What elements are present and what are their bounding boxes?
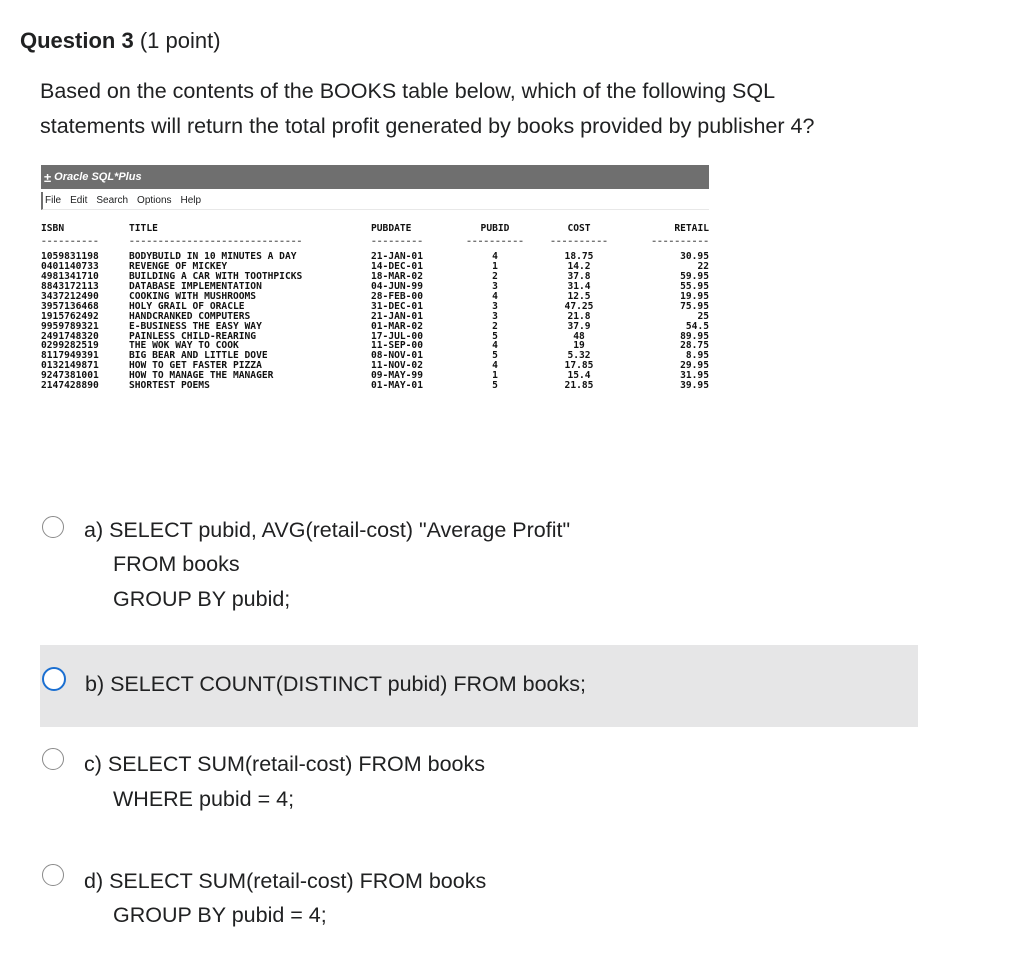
cell-pubid: 3 <box>492 300 498 312</box>
cell-pubdate: 31-DEC-01 <box>371 300 423 312</box>
option-d-line-2: GROUP BY pubid = 4; <box>113 903 327 927</box>
cell-pubdate: 21-JAN-01 <box>371 251 423 262</box>
cell-retail: 59.95 <box>680 270 709 282</box>
cell-pubdate: 18-MAR-02 <box>371 270 423 282</box>
cell-title: REVENGE OF MICKEY <box>129 260 228 272</box>
plus-minus-icon: ± <box>44 169 52 185</box>
radio-c[interactable] <box>42 748 64 770</box>
cell-isbn: 4981341710 <box>41 270 99 282</box>
col-retail: RETAIL <box>674 223 709 234</box>
cell-isbn: 0401140733 <box>41 260 99 272</box>
books-table <box>41 222 709 391</box>
cell-title: SHORTEST POEMS <box>129 380 210 392</box>
cell-pubid: 3 <box>492 280 498 292</box>
radio-d[interactable] <box>42 864 64 886</box>
option-a-line-1: a) SELECT pubid, AVG(retail-cost) "Average Profit" <box>84 518 571 542</box>
cell-title: COOKING WITH MUSHROOMS <box>129 290 257 302</box>
col-pubid: PUBID <box>480 223 510 234</box>
divider: ---------- <box>651 236 709 247</box>
cell-retail: 31.95 <box>680 370 709 382</box>
cell-pubdate: 01-MAR-02 <box>371 320 423 332</box>
cell-pubid: 4 <box>492 290 498 302</box>
cell-pubdate: 11-SEP-00 <box>371 340 423 352</box>
cell-pubdate: 04-JUN-99 <box>371 280 423 292</box>
cell-retail: 29.95 <box>680 360 709 372</box>
cell-pubid: 1 <box>492 260 498 272</box>
option-b[interactable] <box>40 645 918 727</box>
cell-isbn: 3437212490 <box>41 290 99 302</box>
cell-retail: 28.75 <box>680 340 709 352</box>
cell-retail: 75.95 <box>680 300 709 312</box>
cell-pubid: 4 <box>492 360 498 372</box>
table-row <box>41 381 709 391</box>
cell-title: THE WOK WAY TO COOK <box>129 340 239 352</box>
cell-retail: 54.5 <box>685 320 709 332</box>
cell-retail: 30.95 <box>680 251 709 262</box>
cell-isbn: 0299282519 <box>41 340 99 352</box>
cell-cost: 21.85 <box>564 380 594 392</box>
cell-retail: 19.95 <box>680 290 709 302</box>
cell-isbn: 9247381001 <box>41 370 99 382</box>
cell-isbn: 2491748320 <box>41 330 99 342</box>
cell-title: HOLY GRAIL OF ORACLE <box>129 300 245 312</box>
cell-pubid: 5 <box>492 330 498 342</box>
cell-cost: 12.5 <box>567 290 591 302</box>
cell-pubdate: 09-MAY-99 <box>371 370 423 382</box>
cell-cost: 47.25 <box>564 300 594 312</box>
cell-title: HOW TO GET FASTER PIZZA <box>129 360 262 372</box>
sqlplus-window-title: Oracle SQL*Plus <box>54 171 142 183</box>
cell-title: BODYBUILD IN 10 MINUTES A DAY <box>129 251 297 262</box>
cell-isbn: 1915762492 <box>41 310 99 322</box>
cell-retail: 89.95 <box>680 330 709 342</box>
option-c-line-1: c) SELECT SUM(retail-cost) FROM books <box>84 752 486 776</box>
cell-pubdate: 01-MAY-01 <box>371 380 423 392</box>
table-row <box>41 322 709 332</box>
cell-retail: 25 <box>697 310 709 322</box>
cell-title: HOW TO MANAGE THE MANAGER <box>129 370 274 382</box>
option-c-line-2: WHERE pubid = 4; <box>113 787 295 811</box>
cell-isbn: 2147428890 <box>41 380 99 392</box>
cell-pubdate: 08-NOV-01 <box>371 350 423 362</box>
cell-pubid: 5 <box>492 380 498 392</box>
cell-title: BUILDING A CAR WITH TOOTHPICKS <box>129 270 303 282</box>
menu-search: Search <box>96 195 129 206</box>
cell-cost: 48 <box>573 330 585 342</box>
cell-cost: 19 <box>573 340 585 352</box>
table-header-row <box>41 222 709 236</box>
cell-isbn: 8843172113 <box>41 280 99 292</box>
cell-cost: 17.85 <box>564 360 594 372</box>
cell-cost: 37.9 <box>567 320 591 332</box>
radio-b[interactable] <box>42 667 66 691</box>
cell-pubid: 5 <box>492 350 498 362</box>
cell-pubid: 3 <box>492 310 498 322</box>
cell-isbn: 9959789321 <box>41 320 99 332</box>
cell-pubid: 2 <box>492 270 498 282</box>
cell-isbn: 8117949391 <box>41 350 99 362</box>
cell-title: E-BUSINESS THE EASY WAY <box>129 320 262 332</box>
prompt-line-2: statements will return the total profit generated by books provided by publisher 4? <box>40 114 815 138</box>
table-body <box>41 252 709 391</box>
cell-retail: 22 <box>697 260 709 272</box>
divider: ---------- <box>550 236 608 247</box>
menu-edit: Edit <box>70 195 88 206</box>
option-d-line-1: d) SELECT SUM(retail-cost) FROM books <box>84 869 487 893</box>
divider: ---------- <box>466 236 524 247</box>
option-a-line-3: GROUP BY pubid; <box>113 587 291 611</box>
cell-cost: 18.75 <box>564 251 594 262</box>
question-title: Question 3 <box>20 28 134 53</box>
cell-cost: 14.2 <box>567 260 591 272</box>
radio-a[interactable] <box>42 516 64 538</box>
question-header <box>20 28 221 54</box>
divider: ---------- <box>41 236 99 247</box>
cell-cost: 15.4 <box>567 370 591 382</box>
divider: ------------------------------ <box>129 236 303 247</box>
cell-pubid: 4 <box>492 251 498 262</box>
cell-pubdate: 28-FEB-00 <box>371 290 423 302</box>
prompt-line-1: Based on the contents of the BOOKS table below, which of the following SQL <box>40 79 776 103</box>
menu-help: Help <box>180 195 202 206</box>
cell-isbn: 3957136468 <box>41 300 99 312</box>
menu-file: File <box>45 195 62 206</box>
cell-pubdate: 14-DEC-01 <box>371 260 423 272</box>
option-b-line-1: b) SELECT COUNT(DISTINCT pubid) FROM books; <box>85 672 586 696</box>
col-pubdate: PUBDATE <box>371 223 412 234</box>
cell-retail: 39.95 <box>680 380 709 392</box>
col-cost: COST <box>567 223 591 234</box>
cell-title: BIG BEAR AND LITTLE DOVE <box>129 350 268 362</box>
sqlplus-titlebar <box>41 165 709 189</box>
cell-retail: 55.95 <box>680 280 709 292</box>
cell-retail: 8.95 <box>685 350 709 362</box>
col-isbn: ISBN <box>41 223 65 234</box>
cell-isbn: 0132149871 <box>41 360 99 372</box>
cell-pubid: 2 <box>492 320 498 332</box>
cell-pubdate: 11-NOV-02 <box>371 360 423 372</box>
menu-options: Options <box>137 195 172 206</box>
table-divider-row <box>41 236 709 248</box>
sqlplus-screenshot <box>41 165 709 463</box>
cell-cost: 5.32 <box>567 350 591 362</box>
cell-title: DATABASE IMPLEMENTATION <box>129 280 262 292</box>
divider: --------- <box>371 236 423 247</box>
cell-pubid: 1 <box>492 370 498 382</box>
question-prompt <box>40 74 940 144</box>
question-points: (1 point) <box>139 28 221 53</box>
cell-cost: 37.8 <box>567 270 591 282</box>
cell-cost: 31.4 <box>567 280 591 292</box>
cell-pubid: 4 <box>492 340 498 352</box>
cell-title: HANDCRANKED COMPUTERS <box>129 310 251 322</box>
col-title: TITLE <box>129 223 158 234</box>
cell-cost: 21.8 <box>567 310 591 322</box>
option-a-line-2: FROM books <box>113 552 240 576</box>
cell-pubdate: 21-JAN-01 <box>371 310 423 322</box>
cell-pubdate: 17-JUL-00 <box>371 330 423 342</box>
sqlplus-menubar <box>41 192 709 210</box>
cell-title: PAINLESS CHILD-REARING <box>129 330 257 342</box>
cell-isbn: 1059831198 <box>41 251 99 262</box>
